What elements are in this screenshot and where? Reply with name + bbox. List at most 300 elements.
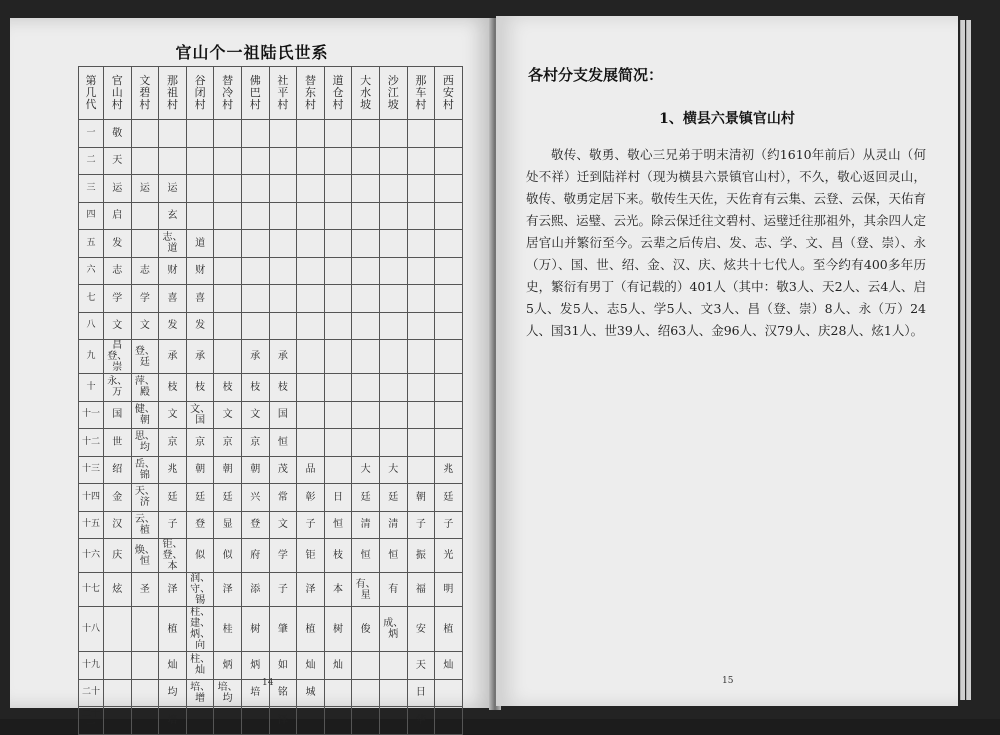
- name-cell: [352, 175, 380, 203]
- name-cell: 本: [324, 573, 352, 607]
- name-cell: 柱、建、炳、向: [186, 607, 214, 652]
- table-row: [79, 539, 463, 573]
- name-cell: [324, 257, 352, 285]
- name-cell: 兆: [159, 456, 187, 484]
- name-cell: 似: [186, 539, 214, 573]
- name-cell: [104, 707, 132, 735]
- name-cell: 兆: [435, 456, 463, 484]
- table-row: [79, 257, 463, 285]
- name-cell: [214, 230, 242, 258]
- table-header-cell: 替 东 村: [297, 67, 325, 120]
- name-cell: 植: [159, 607, 187, 652]
- name-cell: 泽: [297, 573, 325, 607]
- table-row: [79, 707, 463, 735]
- name-cell: 文: [241, 401, 269, 429]
- generation-cell: 四: [79, 202, 104, 230]
- generation-cell: 十八: [79, 607, 104, 652]
- generation-cell: 二十一: [79, 707, 104, 735]
- table-row: [79, 230, 463, 258]
- name-cell: 钜: [297, 539, 325, 573]
- table-header-cell: 佛 巴 村: [241, 67, 269, 120]
- name-cell: 日: [407, 679, 435, 707]
- section-subheading: 1、横县六景镇官山村: [659, 111, 795, 127]
- generation-cell: 十七: [79, 573, 104, 607]
- name-cell: 天: [407, 652, 435, 680]
- name-cell: 子: [159, 511, 187, 539]
- name-cell: 枝: [159, 374, 187, 402]
- name-cell: [435, 679, 463, 707]
- name-cell: 承: [269, 340, 297, 374]
- name-cell: 国: [269, 401, 297, 429]
- table-header-cell: 文 碧 村: [131, 67, 159, 120]
- name-cell: 庆: [104, 539, 132, 573]
- table-header-cell: 道 仓 村: [324, 67, 352, 120]
- name-cell: 志: [104, 257, 132, 285]
- name-cell: [352, 429, 380, 457]
- name-cell: 似: [214, 539, 242, 573]
- name-cell: 子: [269, 573, 297, 607]
- name-cell: [324, 175, 352, 203]
- name-cell: 泽: [214, 573, 242, 607]
- name-cell: [269, 147, 297, 175]
- generation-cell: 一: [79, 120, 104, 148]
- name-cell: 有: [379, 573, 407, 607]
- name-cell: 启: [104, 202, 132, 230]
- name-cell: [324, 401, 352, 429]
- generation-cell: 十五: [79, 511, 104, 539]
- name-cell: [324, 230, 352, 258]
- name-cell: 发: [159, 312, 187, 340]
- name-cell: [214, 340, 242, 374]
- name-cell: 运: [159, 175, 187, 203]
- name-cell: 大: [352, 456, 380, 484]
- name-cell: [352, 202, 380, 230]
- name-cell: 炳: [241, 652, 269, 680]
- name-cell: [379, 374, 407, 402]
- name-cell: 大: [379, 456, 407, 484]
- name-cell: [407, 147, 435, 175]
- table-header-cell: 社 平 村: [269, 67, 297, 120]
- name-cell: [352, 652, 380, 680]
- generation-cell: 十二: [79, 429, 104, 457]
- generation-cell: 五: [79, 230, 104, 258]
- name-cell: [214, 202, 242, 230]
- name-cell: 永、万: [104, 374, 132, 402]
- name-cell: [214, 120, 242, 148]
- table-row: [79, 429, 463, 457]
- name-cell: [352, 679, 380, 707]
- name-cell: 兴: [241, 484, 269, 512]
- name-cell: [407, 340, 435, 374]
- name-cell: 发: [104, 230, 132, 258]
- name-cell: 府: [241, 539, 269, 573]
- name-cell: [324, 374, 352, 402]
- name-cell: [324, 340, 352, 374]
- name-cell: 灿: [297, 652, 325, 680]
- name-cell: [324, 707, 352, 735]
- name-cell: [435, 285, 463, 313]
- name-cell: [297, 175, 325, 203]
- name-cell: 志、道: [159, 230, 187, 258]
- name-cell: [379, 120, 407, 148]
- name-cell: 泽: [159, 573, 187, 607]
- name-cell: 汉: [104, 511, 132, 539]
- table-row: [79, 120, 463, 148]
- name-cell: 廷: [186, 484, 214, 512]
- table-row: [79, 456, 463, 484]
- name-cell: 岳、锦: [131, 456, 159, 484]
- name-cell: 培: [241, 679, 269, 707]
- name-cell: [241, 175, 269, 203]
- name-cell: [269, 120, 297, 148]
- name-cell: 枝: [214, 374, 242, 402]
- name-cell: 云、植: [131, 511, 159, 539]
- name-cell: [435, 429, 463, 457]
- name-cell: 清: [379, 511, 407, 539]
- name-cell: [352, 340, 380, 374]
- name-cell: 京: [241, 429, 269, 457]
- name-cell: 朝: [241, 456, 269, 484]
- name-cell: 枝: [324, 539, 352, 573]
- name-cell: 显: [214, 511, 242, 539]
- name-cell: 柱、灿: [186, 652, 214, 680]
- name-cell: [297, 429, 325, 457]
- name-cell: [379, 679, 407, 707]
- table-row: [79, 511, 463, 539]
- name-cell: 承: [241, 340, 269, 374]
- name-cell: [131, 120, 159, 148]
- name-cell: 振: [407, 539, 435, 573]
- name-cell: [352, 707, 380, 735]
- name-cell: [407, 230, 435, 258]
- name-cell: 朝: [407, 484, 435, 512]
- name-cell: 喜: [186, 285, 214, 313]
- name-cell: [435, 312, 463, 340]
- name-cell: 绍: [104, 456, 132, 484]
- table-row: [79, 401, 463, 429]
- table-header-cell: 第 几 代: [79, 67, 104, 120]
- name-cell: 天: [104, 147, 132, 175]
- name-cell: [435, 175, 463, 203]
- name-cell: 京: [159, 429, 187, 457]
- name-cell: [104, 652, 132, 680]
- generation-cell: 七: [79, 285, 104, 313]
- name-cell: [214, 147, 242, 175]
- name-cell: 京: [186, 429, 214, 457]
- name-cell: [269, 202, 297, 230]
- name-cell: [352, 147, 380, 175]
- name-cell: [407, 202, 435, 230]
- name-cell: [407, 257, 435, 285]
- name-cell: [269, 285, 297, 313]
- name-cell: 文: [104, 312, 132, 340]
- name-cell: 登: [186, 511, 214, 539]
- name-cell: [379, 257, 407, 285]
- name-cell: [269, 257, 297, 285]
- name-cell: [324, 285, 352, 313]
- table-header-cell: 官 山 村: [104, 67, 132, 120]
- left-page-number: 14: [262, 678, 274, 688]
- name-cell: [407, 285, 435, 313]
- generation-cell: 十: [79, 374, 104, 402]
- name-cell: [297, 202, 325, 230]
- name-cell: 茂: [269, 456, 297, 484]
- name-cell: 子: [435, 511, 463, 539]
- name-cell: 培、均: [214, 679, 242, 707]
- name-cell: [379, 429, 407, 457]
- left-page: [10, 18, 494, 731]
- name-cell: [159, 147, 187, 175]
- name-cell: [241, 147, 269, 175]
- name-cell: 发: [186, 312, 214, 340]
- name-cell: [269, 312, 297, 340]
- name-cell: 世: [104, 429, 132, 457]
- name-cell: [241, 120, 269, 148]
- name-cell: 文: [269, 511, 297, 539]
- name-cell: [435, 374, 463, 402]
- name-cell: [186, 147, 214, 175]
- name-cell: [241, 230, 269, 258]
- name-cell: [435, 257, 463, 285]
- generation-cell: 十六: [79, 539, 104, 573]
- name-cell: 玄: [159, 202, 187, 230]
- name-cell: 运: [104, 175, 132, 203]
- name-cell: [324, 120, 352, 148]
- page-edge: [960, 20, 965, 700]
- name-cell: 登: [241, 511, 269, 539]
- name-cell: [297, 707, 325, 735]
- name-cell: 日: [324, 484, 352, 512]
- name-cell: 桂: [214, 607, 242, 652]
- name-cell: [269, 175, 297, 203]
- name-cell: 学: [269, 539, 297, 573]
- name-cell: 光: [435, 539, 463, 573]
- name-cell: [352, 312, 380, 340]
- generation-cell: 十三: [79, 456, 104, 484]
- name-cell: [297, 401, 325, 429]
- name-cell: 枝: [241, 374, 269, 402]
- name-cell: 廷: [379, 484, 407, 512]
- table-row: [79, 374, 463, 402]
- name-cell: [324, 312, 352, 340]
- name-cell: 昌登、崇: [104, 340, 132, 374]
- name-cell: 铭: [269, 679, 297, 707]
- name-cell: [379, 312, 407, 340]
- name-cell: [186, 202, 214, 230]
- name-cell: [159, 120, 187, 148]
- name-cell: 运: [131, 175, 159, 203]
- generation-cell: 十九: [79, 652, 104, 680]
- name-cell: 福: [407, 573, 435, 607]
- name-cell: [297, 147, 325, 175]
- name-cell: 植: [297, 607, 325, 652]
- name-cell: [352, 257, 380, 285]
- name-cell: [435, 202, 463, 230]
- name-cell: [324, 147, 352, 175]
- name-cell: 如: [269, 652, 297, 680]
- name-cell: [435, 120, 463, 148]
- name-cell: 国: [104, 401, 132, 429]
- generation-cell: 三: [79, 175, 104, 203]
- table-header-cell: 谷 闭 村: [186, 67, 214, 120]
- table-row: [79, 147, 463, 175]
- name-cell: [297, 120, 325, 148]
- name-cell: 文: [214, 401, 242, 429]
- name-cell: 喜: [159, 285, 187, 313]
- name-cell: 华: [407, 707, 435, 735]
- name-cell: 清: [352, 511, 380, 539]
- name-cell: [379, 230, 407, 258]
- name-cell: [379, 147, 407, 175]
- name-cell: [214, 312, 242, 340]
- name-cell: [407, 456, 435, 484]
- name-cell: [379, 285, 407, 313]
- name-cell: [269, 230, 297, 258]
- name-cell: 润、守、锡: [186, 573, 214, 607]
- name-cell: 道: [186, 230, 214, 258]
- name-cell: 文: [159, 401, 187, 429]
- name-cell: 常: [269, 484, 297, 512]
- table-row: [79, 607, 463, 652]
- name-cell: [379, 340, 407, 374]
- name-cell: [297, 257, 325, 285]
- name-cell: [324, 202, 352, 230]
- name-cell: 添: [241, 573, 269, 607]
- table-row: [79, 202, 463, 230]
- table-header-cell: 沙 江 坡: [379, 67, 407, 120]
- name-cell: 文、国: [186, 401, 214, 429]
- table-header-cell: 替 冷 村: [214, 67, 242, 120]
- name-cell: 安: [407, 607, 435, 652]
- name-cell: [297, 312, 325, 340]
- name-cell: [297, 230, 325, 258]
- generation-cell: 二: [79, 147, 104, 175]
- name-cell: [379, 175, 407, 203]
- name-cell: [131, 230, 159, 258]
- name-cell: [214, 257, 242, 285]
- name-cell: 均: [159, 679, 187, 707]
- name-cell: [214, 285, 242, 313]
- name-cell: 恒: [379, 539, 407, 573]
- page-edge: [966, 20, 971, 700]
- name-cell: [241, 285, 269, 313]
- generation-cell: 九: [79, 340, 104, 374]
- name-cell: 泽: [269, 707, 297, 735]
- name-cell: 登、廷: [131, 340, 159, 374]
- name-cell: [131, 652, 159, 680]
- generation-cell: 六: [79, 257, 104, 285]
- table-header-cell: 西 安 村: [435, 67, 463, 120]
- name-cell: 树: [324, 607, 352, 652]
- name-cell: 子: [407, 511, 435, 539]
- name-cell: [297, 374, 325, 402]
- name-cell: [214, 707, 242, 735]
- name-cell: [131, 679, 159, 707]
- name-cell: [241, 202, 269, 230]
- table-row: [79, 652, 463, 680]
- name-cell: [214, 175, 242, 203]
- table-row: [79, 340, 463, 374]
- name-cell: [435, 707, 463, 735]
- table-row: [79, 175, 463, 203]
- name-cell: 恒: [269, 429, 297, 457]
- name-cell: 枝: [269, 374, 297, 402]
- name-cell: [131, 707, 159, 735]
- name-cell: 财: [186, 257, 214, 285]
- table-header-cell: 那 车 村: [407, 67, 435, 120]
- table-header-cell: 大 水 坡: [352, 67, 380, 120]
- name-cell: 廷: [435, 484, 463, 512]
- name-cell: 承: [159, 340, 187, 374]
- name-cell: [379, 707, 407, 735]
- name-cell: [379, 652, 407, 680]
- name-cell: 志: [131, 257, 159, 285]
- name-cell: [352, 230, 380, 258]
- name-cell: 品: [297, 456, 325, 484]
- name-cell: 俊: [352, 607, 380, 652]
- name-cell: [131, 607, 159, 652]
- generation-cell: 二十: [79, 679, 104, 707]
- table-row: [79, 312, 463, 340]
- right-page: [496, 16, 958, 706]
- section-body-text: 敬传、敬勇、敬心三兄弟于明末清初（约1610年前后）从灵山（何处不祥）迁到陆祥村（现为横县六景镇官山村），不久，敬心返回灵山，敬传、敬勇定居下来。敬传生天佐，天佐育有云集、云登、云保，天佑育有云熙、运璧、云光。除云保迁往文碧村、运璧迁往那祖外，其余四人定居官山并繁衍至今。云辈之后传启、发、志、学、文、昌（登、崇）、永（万）、国、世、绍、金、汉、庆、炫共十七代人。至今约有400多年历史，繁衍有男丁（有记载的）401人（其中：敬3人、天2人、云4人、启5人、发5人、志5人、学5人、文3人、昌（登、崇）8人、永（万）24人、国31人、世39人、绍63人、金96人、汉79人、庆28人、炫1人）。: [526, 147, 927, 338]
- generation-cell: 十四: [79, 484, 104, 512]
- name-cell: 彰: [297, 484, 325, 512]
- name-cell: [186, 120, 214, 148]
- name-cell: [352, 374, 380, 402]
- name-cell: 朝: [214, 456, 242, 484]
- name-cell: 金: [104, 484, 132, 512]
- table-row: [79, 285, 463, 313]
- name-cell: [186, 707, 214, 735]
- name-cell: 文: [131, 312, 159, 340]
- name-cell: 圣: [131, 573, 159, 607]
- name-cell: [297, 285, 325, 313]
- name-cell: [435, 401, 463, 429]
- name-cell: 焕、恒: [131, 539, 159, 573]
- name-cell: 学: [104, 285, 132, 313]
- section-heading: 各村分支发展简况：: [528, 66, 664, 84]
- name-cell: [241, 707, 269, 735]
- name-cell: [324, 679, 352, 707]
- name-cell: 学: [131, 285, 159, 313]
- name-cell: [407, 175, 435, 203]
- name-cell: 培、增: [186, 679, 214, 707]
- name-cell: 天、济: [131, 484, 159, 512]
- name-cell: 敬: [104, 120, 132, 148]
- name-cell: 廷: [214, 484, 242, 512]
- name-cell: [186, 175, 214, 203]
- name-cell: 城: [297, 679, 325, 707]
- name-cell: 承: [186, 340, 214, 374]
- name-cell: 廷: [352, 484, 380, 512]
- name-cell: 子: [297, 511, 325, 539]
- name-cell: [407, 401, 435, 429]
- table-header-cell: 那 祖 村: [159, 67, 187, 120]
- name-cell: [324, 456, 352, 484]
- name-cell: [104, 607, 132, 652]
- right-page-number: 15: [722, 676, 734, 686]
- name-cell: 肇: [269, 607, 297, 652]
- name-cell: 培: [159, 707, 187, 735]
- name-cell: 思、均: [131, 429, 159, 457]
- name-cell: [297, 340, 325, 374]
- name-cell: 树: [241, 607, 269, 652]
- name-cell: 灿: [324, 652, 352, 680]
- name-cell: [241, 312, 269, 340]
- name-cell: 恒: [352, 539, 380, 573]
- name-cell: [241, 257, 269, 285]
